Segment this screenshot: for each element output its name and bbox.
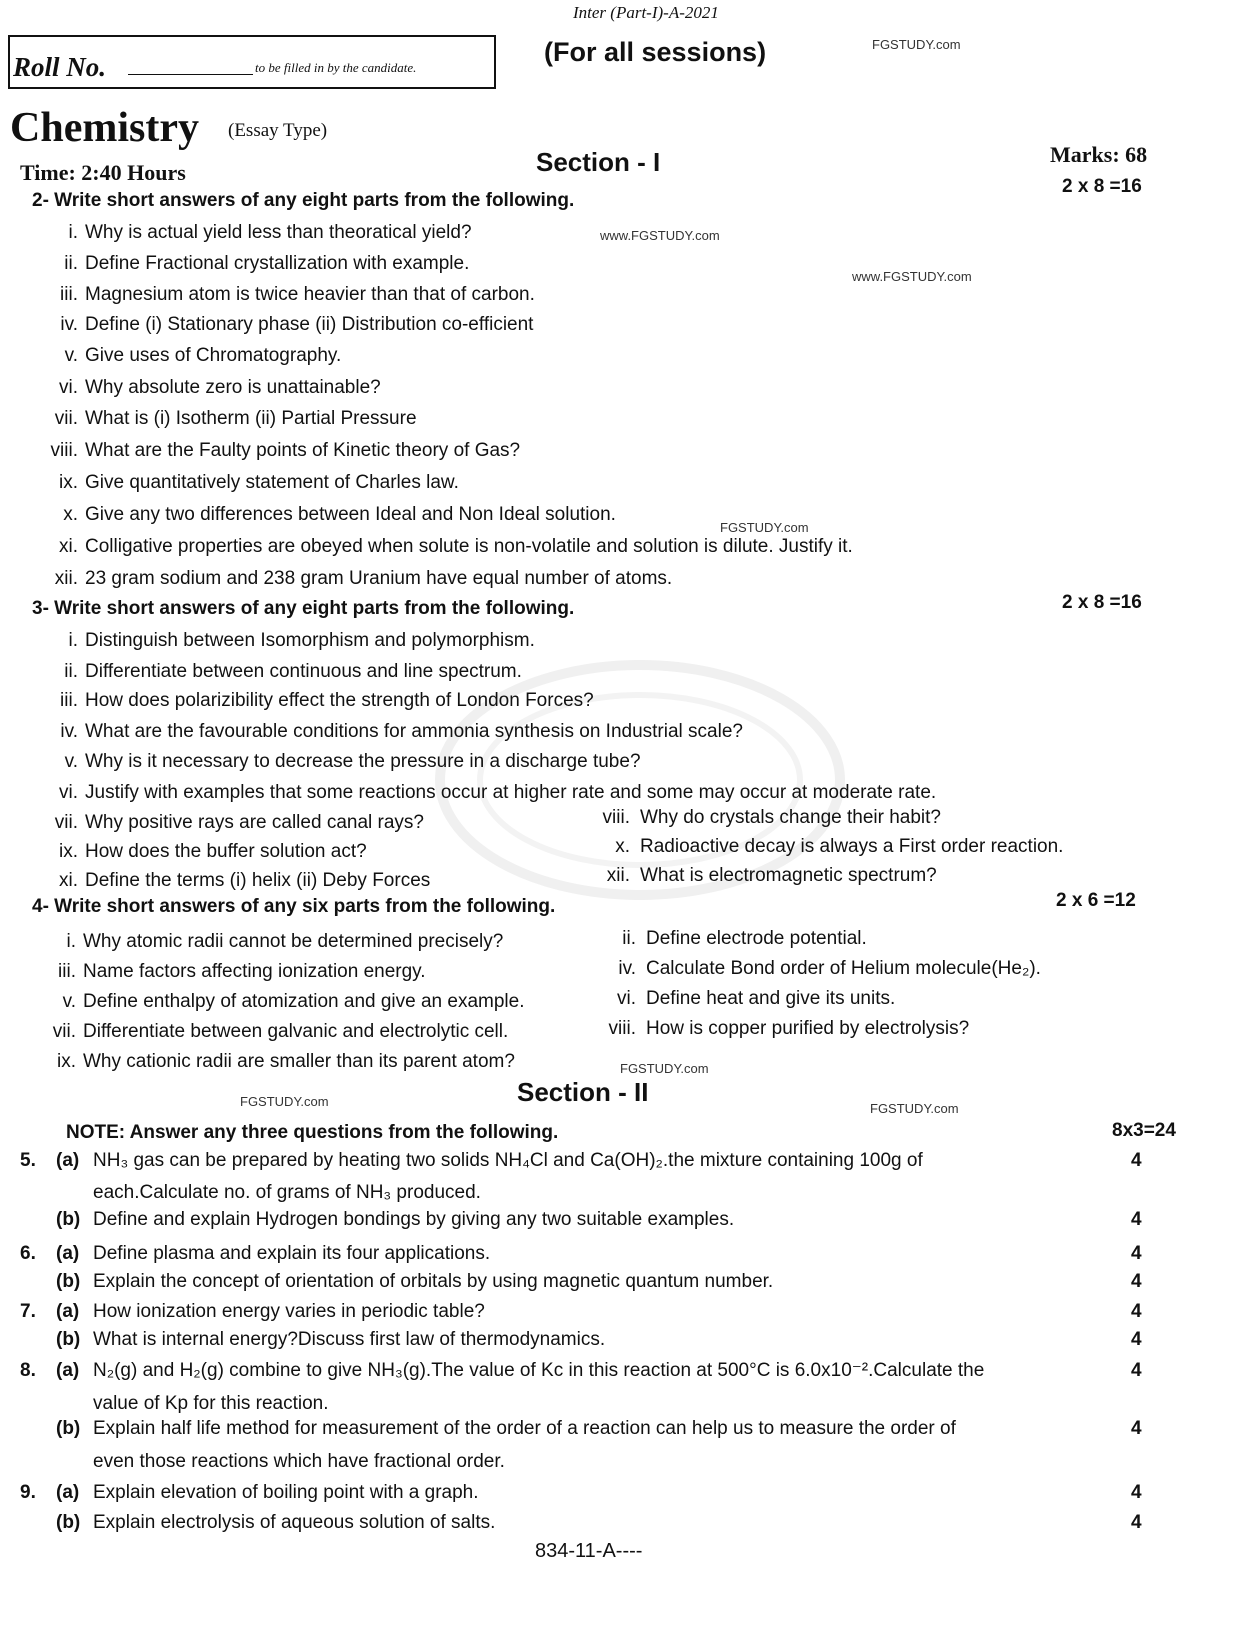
question-text: What are the favourable conditions for ammonia synthesis on Industrial scale?	[85, 721, 743, 742]
q2-title: 2- Write short answers of any eight parts from the following.	[32, 190, 575, 211]
part-marks: 4	[1131, 1360, 1142, 1381]
item-number: ix.	[59, 472, 78, 493]
item-number: ii.	[64, 661, 78, 682]
part-label: (a)	[56, 1150, 80, 1171]
q4-title: 4- Write short answers of any six parts from the following.	[32, 896, 556, 917]
item-number: v.	[64, 751, 78, 772]
watermark-text: www.FGSTUDY.com	[852, 269, 972, 284]
item-number: i.	[66, 931, 76, 952]
question-text: Differentiate between galvanic and electrolytic cell.	[83, 1021, 509, 1042]
item-number: iv.	[60, 314, 78, 335]
question-text: Define the terms (i) helix (ii) Deby Forces	[85, 870, 431, 891]
question-number: 9.	[20, 1482, 36, 1503]
item-number: ii.	[64, 253, 78, 274]
item-number: viii.	[50, 440, 78, 461]
part-marks: 4	[1131, 1418, 1142, 1439]
item-number: vi.	[617, 988, 636, 1009]
total-marks: Marks: 68	[1050, 142, 1148, 167]
question-text: Calculate Bond order of Helium molecule(He₂).	[646, 958, 1041, 979]
part-marks: 4	[1131, 1271, 1142, 1292]
question-text-continued: even those reactions which have fractional order.	[93, 1451, 505, 1472]
question-text: Why do crystals change their habit?	[640, 807, 941, 828]
item-number: vi.	[59, 377, 78, 398]
q3-title: 3- Write short answers of any eight parts from the following.	[32, 598, 575, 619]
watermark-text: FGSTUDY.com	[620, 1061, 709, 1076]
question-text: N₂(g) and H₂(g) combine to give NH₃(g).The value of Kc in this reaction at 500°C is 6.0x10⁻².Calculate the	[93, 1360, 985, 1381]
question-text: How is copper purified by electrolysis?	[646, 1018, 970, 1039]
watermark-text: FGSTUDY.com	[870, 1101, 959, 1116]
question-text: NH₃ gas can be prepared by heating two solids NH₄Cl and Ca(OH)₂.the mixture containing 100g of	[93, 1150, 923, 1171]
question-number: 5.	[20, 1150, 36, 1171]
item-number: xi.	[59, 536, 78, 557]
item-number: ix.	[57, 1051, 76, 1072]
question-text: Why atomic radii cannot be determined precisely?	[83, 931, 504, 952]
question-text: Give quantitatively statement of Charles law.	[85, 472, 459, 493]
paper-code: 834-11-A----	[535, 1540, 643, 1562]
part-label: (a)	[56, 1482, 80, 1503]
item-number: iv.	[60, 721, 78, 742]
question-text-continued: value of Kp for this reaction.	[93, 1393, 329, 1414]
item-number: i.	[68, 630, 78, 651]
item-number: iii.	[58, 961, 76, 982]
item-number: xii.	[606, 865, 630, 886]
part-marks: 4	[1131, 1301, 1142, 1322]
item-number: viii.	[608, 1018, 636, 1039]
question-text: Why positive rays are called canal rays?	[85, 812, 424, 833]
question-text-continued: each.Calculate no. of grams of NH₃ produced.	[93, 1182, 481, 1203]
question-text: Distinguish between Isomorphism and polymorphism.	[85, 630, 535, 651]
question-text: Define electrode potential.	[646, 928, 867, 949]
item-number: iii.	[60, 284, 78, 305]
question-text: Explain electrolysis of aqueous solution of salts.	[93, 1512, 496, 1533]
item-number: vii.	[54, 408, 78, 429]
section-2-note: NOTE: Answer any three questions from the following.	[66, 1122, 559, 1143]
item-number: v.	[64, 345, 78, 366]
question-text: Explain the concept of orientation of orbitals by using magnetic quantum number.	[93, 1271, 774, 1292]
question-text: Define enthalpy of atomization and give an example.	[83, 991, 525, 1012]
roll-hint: to be filled in by the candidate.	[255, 60, 417, 75]
item-number: vii.	[54, 812, 78, 833]
question-text: Magnesium atom is twice heavier than that of carbon.	[85, 284, 535, 305]
question-text: Explain elevation of boiling point with a graph.	[93, 1482, 479, 1503]
part-label: (a)	[56, 1301, 80, 1322]
watermark-text: www.FGSTUDY.com	[600, 228, 720, 243]
part-marks: 4	[1131, 1150, 1142, 1171]
part-marks: 4	[1131, 1209, 1142, 1230]
section-2-marks: 8x3=24	[1112, 1120, 1176, 1141]
item-number: viii.	[602, 807, 630, 828]
question-text: Define heat and give its units.	[646, 988, 896, 1009]
time-label: Time: 2:40 Hours	[20, 160, 186, 185]
question-text: Define (i) Stationary phase (ii) Distribution co-efficient	[85, 314, 534, 335]
q3-marks: 2 x 8 =16	[1062, 592, 1142, 613]
watermark-text: FGSTUDY.com	[872, 37, 961, 52]
question-text: Define and explain Hydrogen bondings by giving any two suitable examples.	[93, 1209, 735, 1230]
part-label: (a)	[56, 1360, 80, 1381]
item-number: x.	[63, 504, 78, 525]
part-label: (b)	[56, 1512, 81, 1533]
q2-marks: 2 x 8 =16	[1062, 176, 1142, 197]
question-text: What is (i) Isotherm (ii) Partial Pressure	[85, 408, 417, 429]
question-text: What is electromagnetic spectrum?	[640, 865, 937, 886]
question-number: 7.	[20, 1301, 36, 1322]
part-marks: 4	[1131, 1512, 1142, 1533]
q4-marks: 2 x 6 =12	[1056, 890, 1136, 911]
question-text: Why is actual yield less than theoratical yield?	[85, 222, 472, 243]
subject-title: Chemistry	[10, 105, 199, 151]
question-text: Differentiate between continuous and line spectrum.	[85, 661, 522, 682]
question-text: Colligative properties are obeyed when solute is non-volatile and solution is dilute. Justify it.	[85, 536, 853, 557]
part-label: (b)	[56, 1329, 81, 1350]
item-number: i.	[68, 222, 78, 243]
item-number: xii.	[54, 568, 78, 589]
question-text: Define plasma and explain its four applications.	[93, 1243, 491, 1264]
roll-label: Roll No.	[13, 52, 107, 82]
question-text: How does the buffer solution act?	[85, 841, 367, 862]
watermark-text: FGSTUDY.com	[720, 520, 809, 535]
question-text: Give uses of Chromatography.	[85, 345, 342, 366]
question-number: 8.	[20, 1360, 36, 1381]
item-number: vii.	[52, 1021, 76, 1042]
question-text: Name factors affecting ionization energy.	[83, 961, 426, 982]
question-text: Radioactive decay is always a First order reaction.	[640, 836, 1064, 857]
item-number: v.	[62, 991, 76, 1012]
question-text: Why is it necessary to decrease the pressure in a discharge tube?	[85, 751, 641, 772]
roll-number-field	[128, 74, 253, 75]
question-text: 23 gram sodium and 238 gram Uranium have equal number of atoms.	[85, 568, 673, 589]
question-text: Explain half life method for measurement of the order of a reaction can help us to measure the order of	[93, 1418, 956, 1439]
part-marks: 4	[1131, 1329, 1142, 1350]
item-number: iii.	[60, 690, 78, 711]
part-label: (b)	[56, 1418, 81, 1439]
question-text: Justify with examples that some reactions occur at higher rate and some may occur at moderate rate.	[85, 782, 937, 803]
section-2-heading: Section - II	[517, 1077, 649, 1107]
question-number: 6.	[20, 1243, 36, 1264]
item-number: x.	[615, 836, 630, 857]
item-number: ix.	[59, 841, 78, 862]
question-text: Why absolute zero is unattainable?	[85, 377, 381, 398]
item-number: ii.	[622, 928, 636, 949]
question-text: Give any two differences between Ideal and Non Ideal solution.	[85, 504, 616, 525]
question-text: What is internal energy?Discuss first law of thermodynamics.	[93, 1329, 606, 1350]
part-label: (b)	[56, 1271, 81, 1292]
part-marks: 4	[1131, 1243, 1142, 1264]
part-label: (b)	[56, 1209, 81, 1230]
question-text: How ionization energy varies in periodic table?	[93, 1301, 485, 1322]
question-text: Why cationic radii are smaller than its parent atom?	[83, 1051, 515, 1072]
sessions-label: (For all sessions)	[544, 37, 767, 67]
question-text: How does polarizibility effect the strength of London Forces?	[85, 690, 594, 711]
item-number: vi.	[59, 782, 78, 803]
part-label: (a)	[56, 1243, 80, 1264]
item-number: iv.	[618, 958, 636, 979]
section-1-heading: Section - I	[536, 147, 661, 177]
watermark-text: FGSTUDY.com	[240, 1094, 329, 1109]
item-number: xi.	[59, 870, 78, 891]
paper-type: (Essay Type)	[228, 120, 328, 141]
question-text: Define Fractional crystallization with example.	[85, 253, 470, 274]
exam-title: Inter (Part-I)-A-2021	[573, 3, 719, 22]
question-text: What are the Faulty points of Kinetic theory of Gas?	[85, 440, 521, 461]
part-marks: 4	[1131, 1482, 1142, 1503]
